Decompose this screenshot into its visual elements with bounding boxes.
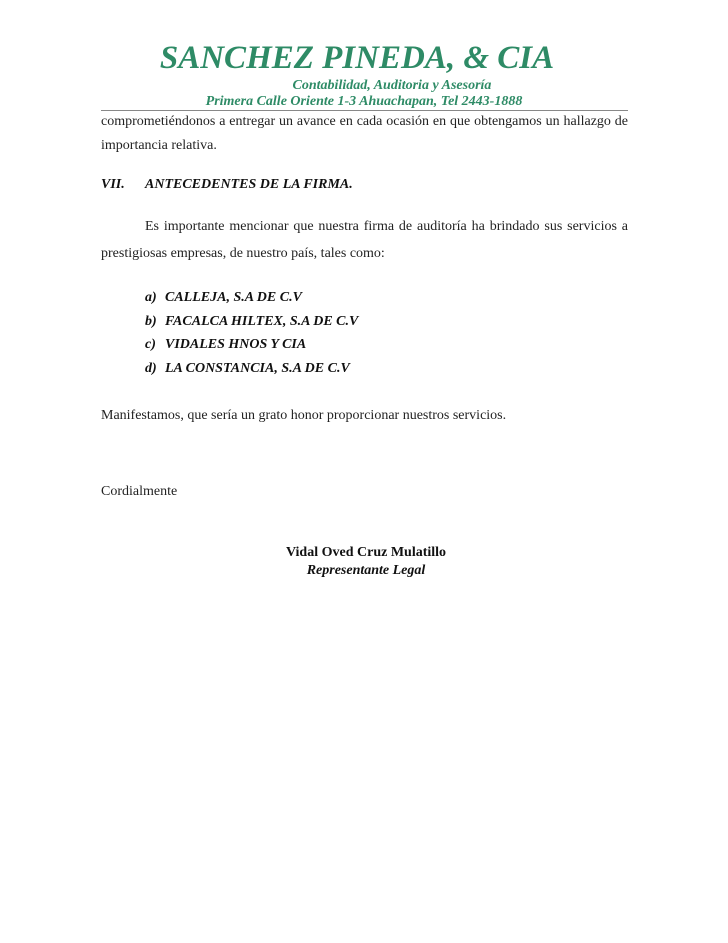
company-name: CALLEJA, S.A DE C.V	[165, 290, 302, 305]
company-name: LA CONSTANCIA, S.A DE C.V	[165, 360, 350, 376]
section-number: VII.	[101, 177, 125, 192]
intro-paragraph: Es importante mencionar que nuestra firma de auditoría ha brindado sus servicios a prestigiosas empresas, de nuestro país, tales como:	[101, 219, 628, 261]
list-marker: d)	[145, 360, 157, 376]
list-marker: a)	[145, 290, 157, 305]
section-title: ANTECEDENTES DE LA FIRMA.	[145, 177, 353, 192]
list-item	[145, 286, 358, 310]
signatory-name: Vidal Oved Cruz Mulatillo	[285, 545, 447, 560]
firm-subtitle: Contabilidad, Auditoria y Asesoría	[292, 78, 492, 93]
list-item	[145, 333, 358, 357]
list-marker: b)	[145, 313, 157, 329]
paragraph-continuation: comprometiéndonos a entregar un avance en cada ocasión en que obtengamos un hallazgo de importancia relativa.	[101, 114, 628, 153]
list-item	[145, 357, 358, 381]
company-list	[145, 286, 358, 380]
list-marker: c)	[145, 337, 156, 352]
section-heading	[101, 176, 353, 194]
salutation: Cordialmente	[101, 484, 178, 499]
signatory-title: Representante Legal	[306, 563, 426, 578]
company-name: FACALCA HILTEX, S.A DE C.V	[165, 313, 359, 329]
company-name: VIDALES HNOS Y CIA	[165, 337, 307, 352]
firm-address: Primera Calle Oriente 1-3 Ahuachapan, Tel 2443-1888	[205, 94, 523, 109]
closing-statement: Manifestamos, que sería un grato honor proporcionar nuestros servicios.	[101, 408, 507, 423]
list-item	[145, 310, 358, 334]
firm-name: SANCHEZ PINEDA, & CIA	[159, 40, 555, 76]
